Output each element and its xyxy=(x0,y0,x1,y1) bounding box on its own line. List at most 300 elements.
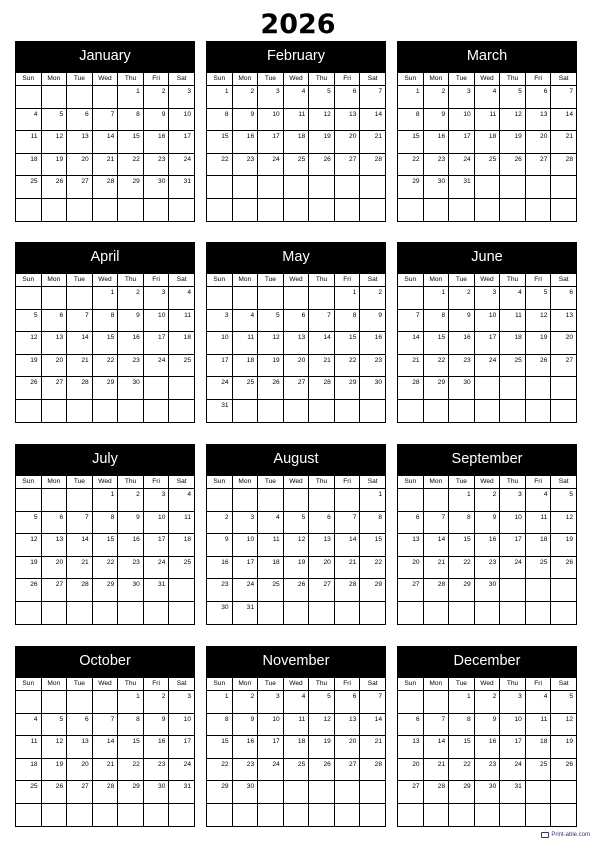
day-cell xyxy=(449,534,475,557)
day-number: 15 xyxy=(437,334,446,342)
day-cell xyxy=(207,601,233,624)
day-cell xyxy=(500,399,526,422)
day-number: 9 xyxy=(467,311,471,319)
day-number: 16 xyxy=(437,133,446,141)
day-cell xyxy=(360,399,386,422)
day-cell xyxy=(67,691,93,714)
weekday-header: Sat xyxy=(169,678,195,691)
day-number: 28 xyxy=(349,581,357,589)
day-number: 20 xyxy=(349,738,357,746)
day-cell xyxy=(398,399,424,422)
day-number: 25 xyxy=(297,760,306,768)
day-cell xyxy=(500,781,526,804)
day-cell xyxy=(283,803,309,826)
day-cell xyxy=(334,86,360,109)
month-march xyxy=(397,41,577,222)
day-cell xyxy=(16,511,42,534)
day-number: 12 xyxy=(514,110,522,118)
day-cell xyxy=(92,198,118,221)
month-name: February xyxy=(206,41,386,72)
day-number: 28 xyxy=(565,155,573,163)
day-cell xyxy=(474,131,500,154)
day-cell xyxy=(283,309,309,332)
day-cell xyxy=(16,287,42,310)
day-number: 3 xyxy=(492,289,497,296)
day-number: 7 xyxy=(110,110,115,118)
day-cell xyxy=(474,86,500,109)
day-cell xyxy=(551,399,577,422)
day-cell xyxy=(283,108,309,131)
day-cell xyxy=(67,131,93,154)
day-cell xyxy=(334,601,360,624)
day-number: 3 xyxy=(250,513,255,521)
day-cell xyxy=(500,108,526,131)
day-cell xyxy=(258,354,284,377)
day-cell xyxy=(334,803,360,826)
day-number: 30 xyxy=(437,178,446,186)
month-name: June xyxy=(397,242,577,273)
day-cell xyxy=(207,489,233,512)
day-cell xyxy=(500,758,526,781)
day-cell xyxy=(474,108,500,131)
day-number: 22 xyxy=(374,558,382,566)
weekday-header: Fri xyxy=(334,476,360,489)
day-number: 10 xyxy=(488,311,497,319)
day-number: 15 xyxy=(106,536,115,544)
day-number: 4 xyxy=(301,88,306,95)
day-cell xyxy=(41,176,67,199)
day-number: 26 xyxy=(55,783,64,791)
day-number: 27 xyxy=(565,356,573,364)
day-cell xyxy=(309,287,335,310)
day-cell xyxy=(334,758,360,781)
day-number: 3 xyxy=(187,693,191,700)
day-cell xyxy=(334,198,360,221)
weekday-header: Mon xyxy=(423,678,449,691)
day-number: 27 xyxy=(323,581,331,589)
day-cell xyxy=(207,713,233,736)
weekday-header: Mon xyxy=(41,274,67,287)
week-row xyxy=(398,579,577,602)
watermark-text: Print-able.com xyxy=(551,832,590,838)
day-number: 30 xyxy=(158,783,166,791)
day-cell xyxy=(232,309,258,332)
calendar-grid xyxy=(15,41,578,829)
day-number: 30 xyxy=(488,783,497,791)
weekday-header: Wed xyxy=(92,476,118,489)
day-cell xyxy=(169,534,195,557)
day-number: 31 xyxy=(221,401,229,409)
day-cell xyxy=(551,309,577,332)
day-number: 21 xyxy=(81,356,89,364)
weekday-header: Fri xyxy=(334,73,360,86)
day-number: 16 xyxy=(488,536,497,544)
day-number: 22 xyxy=(437,356,446,364)
day-number: 30 xyxy=(374,379,382,387)
day-number: 26 xyxy=(55,178,64,186)
day-number: 31 xyxy=(183,178,191,186)
day-cell xyxy=(41,601,67,624)
day-cell xyxy=(169,354,195,377)
day-cell xyxy=(169,86,195,109)
day-cell xyxy=(309,309,335,332)
day-cell xyxy=(169,489,195,512)
day-number: 12 xyxy=(55,738,64,746)
weekday-header: Wed xyxy=(474,274,500,287)
day-cell xyxy=(118,556,144,579)
day-cell xyxy=(67,489,93,512)
day-number: 1 xyxy=(136,693,140,700)
weekday-header: Sun xyxy=(16,73,42,86)
week-row xyxy=(207,198,386,221)
day-cell xyxy=(360,131,386,154)
day-cell xyxy=(525,86,551,109)
day-number: 12 xyxy=(272,334,280,342)
weekday-header: Thu xyxy=(118,73,144,86)
day-number: 29 xyxy=(374,581,382,589)
week-row xyxy=(16,691,195,714)
day-cell xyxy=(334,354,360,377)
day-number: 17 xyxy=(183,738,191,746)
day-number: 24 xyxy=(463,155,471,163)
day-cell xyxy=(334,579,360,602)
day-cell xyxy=(398,287,424,310)
day-number: 4 xyxy=(543,491,548,498)
weekday-header: Tue xyxy=(67,73,93,86)
weekday-header: Tue xyxy=(449,274,475,287)
day-cell xyxy=(449,131,475,154)
month-table xyxy=(206,273,386,423)
weekday-header: Wed xyxy=(283,678,309,691)
day-number: 9 xyxy=(250,110,255,118)
day-cell xyxy=(92,781,118,804)
day-number: 4 xyxy=(276,513,280,521)
day-cell xyxy=(143,781,169,804)
day-cell xyxy=(92,601,118,624)
weekday-header: Thu xyxy=(500,476,526,489)
day-number: 14 xyxy=(565,110,573,118)
day-cell xyxy=(232,108,258,131)
day-cell xyxy=(258,153,284,176)
day-number: 22 xyxy=(412,155,420,163)
day-cell xyxy=(500,556,526,579)
weekday-header: Mon xyxy=(232,274,258,287)
day-number: 14 xyxy=(374,715,382,723)
day-cell xyxy=(283,198,309,221)
day-cell xyxy=(334,489,360,512)
day-cell xyxy=(258,287,284,310)
month-august xyxy=(206,444,386,625)
day-cell xyxy=(525,534,551,557)
day-cell xyxy=(16,131,42,154)
day-cell xyxy=(232,489,258,512)
day-cell xyxy=(283,556,309,579)
day-cell xyxy=(16,198,42,221)
weekday-header: Sun xyxy=(207,678,233,691)
week-row xyxy=(16,511,195,534)
day-number: 27 xyxy=(349,760,357,768)
day-cell xyxy=(169,781,195,804)
day-cell xyxy=(334,332,360,355)
day-cell xyxy=(41,803,67,826)
weekday-header: Thu xyxy=(309,274,335,287)
day-cell xyxy=(334,781,360,804)
weekday-header: Tue xyxy=(67,476,93,489)
day-cell xyxy=(398,781,424,804)
day-number: 27 xyxy=(55,581,64,589)
weekday-header: Sun xyxy=(207,274,233,287)
day-number: 11 xyxy=(247,334,255,342)
day-cell xyxy=(258,511,284,534)
weekday-header: Mon xyxy=(232,678,258,691)
day-cell xyxy=(309,176,335,199)
day-number: 5 xyxy=(569,693,573,700)
day-cell xyxy=(551,332,577,355)
day-number: 3 xyxy=(276,88,280,95)
day-number: 10 xyxy=(221,334,229,342)
week-row xyxy=(207,579,386,602)
day-cell xyxy=(143,399,169,422)
month-october xyxy=(15,646,195,827)
day-cell xyxy=(551,781,577,804)
day-cell xyxy=(474,781,500,804)
day-cell xyxy=(449,579,475,602)
week-row xyxy=(16,758,195,781)
day-cell xyxy=(169,153,195,176)
day-cell xyxy=(118,354,144,377)
day-cell xyxy=(67,153,93,176)
week-row xyxy=(207,758,386,781)
day-number: 28 xyxy=(412,379,420,387)
day-cell xyxy=(143,601,169,624)
day-number: 2 xyxy=(250,693,255,700)
day-cell xyxy=(207,108,233,131)
week-row xyxy=(398,309,577,332)
day-cell xyxy=(525,131,551,154)
day-number: 8 xyxy=(224,715,229,723)
day-cell xyxy=(360,86,386,109)
day-cell xyxy=(169,332,195,355)
day-cell xyxy=(232,176,258,199)
day-cell xyxy=(16,691,42,714)
day-cell xyxy=(360,153,386,176)
day-number: 1 xyxy=(467,693,471,700)
weekday-header: Fri xyxy=(143,678,169,691)
day-cell xyxy=(449,489,475,512)
day-cell xyxy=(232,803,258,826)
week-row xyxy=(398,758,577,781)
day-cell xyxy=(169,736,195,759)
day-cell xyxy=(16,713,42,736)
day-cell xyxy=(258,198,284,221)
month-september xyxy=(397,444,577,625)
week-row xyxy=(398,108,577,131)
month-name: May xyxy=(206,242,386,273)
day-cell xyxy=(258,399,284,422)
month-june xyxy=(397,242,577,423)
day-number: 6 xyxy=(59,311,64,319)
day-cell xyxy=(551,534,577,557)
weekday-header: Sun xyxy=(398,73,424,86)
day-cell xyxy=(41,309,67,332)
week-row xyxy=(207,803,386,826)
day-cell xyxy=(207,556,233,579)
day-cell xyxy=(334,287,360,310)
day-number: 16 xyxy=(132,334,140,342)
week-row xyxy=(16,287,195,310)
month-name: April xyxy=(15,242,195,273)
day-number: 6 xyxy=(85,110,89,118)
day-number: 26 xyxy=(297,581,306,589)
day-cell xyxy=(41,287,67,310)
day-cell xyxy=(207,198,233,221)
day-number: 26 xyxy=(30,379,38,387)
week-row xyxy=(207,691,386,714)
day-cell xyxy=(207,736,233,759)
day-number: 19 xyxy=(323,738,331,746)
day-number: 1 xyxy=(224,693,229,700)
day-cell xyxy=(169,556,195,579)
day-number: 31 xyxy=(514,783,522,791)
day-cell xyxy=(143,332,169,355)
weekday-header: Wed xyxy=(283,476,309,489)
day-number: 23 xyxy=(246,155,255,163)
day-cell xyxy=(232,511,258,534)
day-cell xyxy=(449,691,475,714)
day-cell xyxy=(143,691,169,714)
weekday-header: Sat xyxy=(169,73,195,86)
day-number: 11 xyxy=(540,513,548,521)
day-number: 11 xyxy=(272,536,280,544)
day-cell xyxy=(118,399,144,422)
month-table xyxy=(397,273,577,423)
month-table xyxy=(397,72,577,222)
day-number: 5 xyxy=(59,715,64,723)
day-number: 18 xyxy=(540,536,548,544)
day-number: 18 xyxy=(183,536,191,544)
week-row xyxy=(398,131,577,154)
day-number: 7 xyxy=(569,88,573,95)
day-cell xyxy=(67,377,93,400)
day-number: 18 xyxy=(540,738,548,746)
day-number: 25 xyxy=(30,783,38,791)
week-row xyxy=(398,198,577,221)
day-cell xyxy=(16,153,42,176)
day-number: 27 xyxy=(55,379,64,387)
day-number: 18 xyxy=(297,738,306,746)
day-number: 7 xyxy=(441,715,446,723)
day-cell xyxy=(283,758,309,781)
day-cell xyxy=(525,691,551,714)
week-row xyxy=(16,579,195,602)
day-number: 14 xyxy=(81,334,89,342)
day-cell xyxy=(500,86,526,109)
day-cell xyxy=(334,131,360,154)
day-cell xyxy=(169,198,195,221)
day-number: 3 xyxy=(276,693,280,700)
day-cell xyxy=(360,108,386,131)
day-cell xyxy=(334,176,360,199)
day-cell xyxy=(41,736,67,759)
weekday-header: Fri xyxy=(525,274,551,287)
day-cell xyxy=(283,354,309,377)
day-number: 28 xyxy=(106,178,115,186)
week-row xyxy=(398,511,577,534)
day-cell xyxy=(525,511,551,534)
day-number: 24 xyxy=(246,581,255,589)
day-cell xyxy=(92,131,118,154)
day-number: 13 xyxy=(540,110,548,118)
weekday-header: Tue xyxy=(67,274,93,287)
day-number: 25 xyxy=(297,155,306,163)
day-cell xyxy=(143,108,169,131)
day-cell xyxy=(474,556,500,579)
day-cell xyxy=(118,803,144,826)
day-cell xyxy=(360,781,386,804)
day-cell xyxy=(232,758,258,781)
day-cell xyxy=(207,287,233,310)
weekday-header: Thu xyxy=(500,73,526,86)
day-cell xyxy=(423,489,449,512)
day-number: 8 xyxy=(467,513,471,521)
day-cell xyxy=(169,758,195,781)
day-cell xyxy=(143,489,169,512)
week-row xyxy=(207,781,386,804)
day-cell xyxy=(309,579,335,602)
day-number: 15 xyxy=(463,738,471,746)
day-cell xyxy=(283,579,309,602)
day-number: 10 xyxy=(183,110,191,118)
day-number: 22 xyxy=(106,356,115,364)
day-cell xyxy=(449,758,475,781)
weekday-header: Fri xyxy=(143,274,169,287)
day-cell xyxy=(423,534,449,557)
day-cell xyxy=(474,803,500,826)
day-number: 14 xyxy=(437,536,446,544)
day-cell xyxy=(551,108,577,131)
day-cell xyxy=(449,86,475,109)
weekday-header: Mon xyxy=(232,476,258,489)
day-number: 17 xyxy=(514,536,522,544)
day-cell xyxy=(474,736,500,759)
day-number: 23 xyxy=(374,356,382,364)
day-cell xyxy=(283,153,309,176)
month-name: December xyxy=(397,646,577,677)
day-number: 8 xyxy=(110,311,115,319)
day-number: 31 xyxy=(183,783,191,791)
day-number: 20 xyxy=(81,155,89,163)
day-cell xyxy=(474,176,500,199)
day-cell xyxy=(423,377,449,400)
day-number: 25 xyxy=(183,356,191,364)
day-cell xyxy=(423,153,449,176)
year-title: 2026 xyxy=(260,9,336,40)
day-cell xyxy=(283,131,309,154)
week-row xyxy=(16,86,195,109)
day-number: 26 xyxy=(565,558,573,566)
day-cell xyxy=(67,781,93,804)
month-table xyxy=(206,677,386,827)
day-number: 31 xyxy=(246,603,255,611)
day-cell xyxy=(41,556,67,579)
day-cell xyxy=(169,131,195,154)
day-cell xyxy=(500,354,526,377)
day-number: 17 xyxy=(221,356,229,364)
day-cell xyxy=(500,511,526,534)
day-cell xyxy=(92,309,118,332)
day-cell xyxy=(41,354,67,377)
day-number: 4 xyxy=(187,491,191,498)
